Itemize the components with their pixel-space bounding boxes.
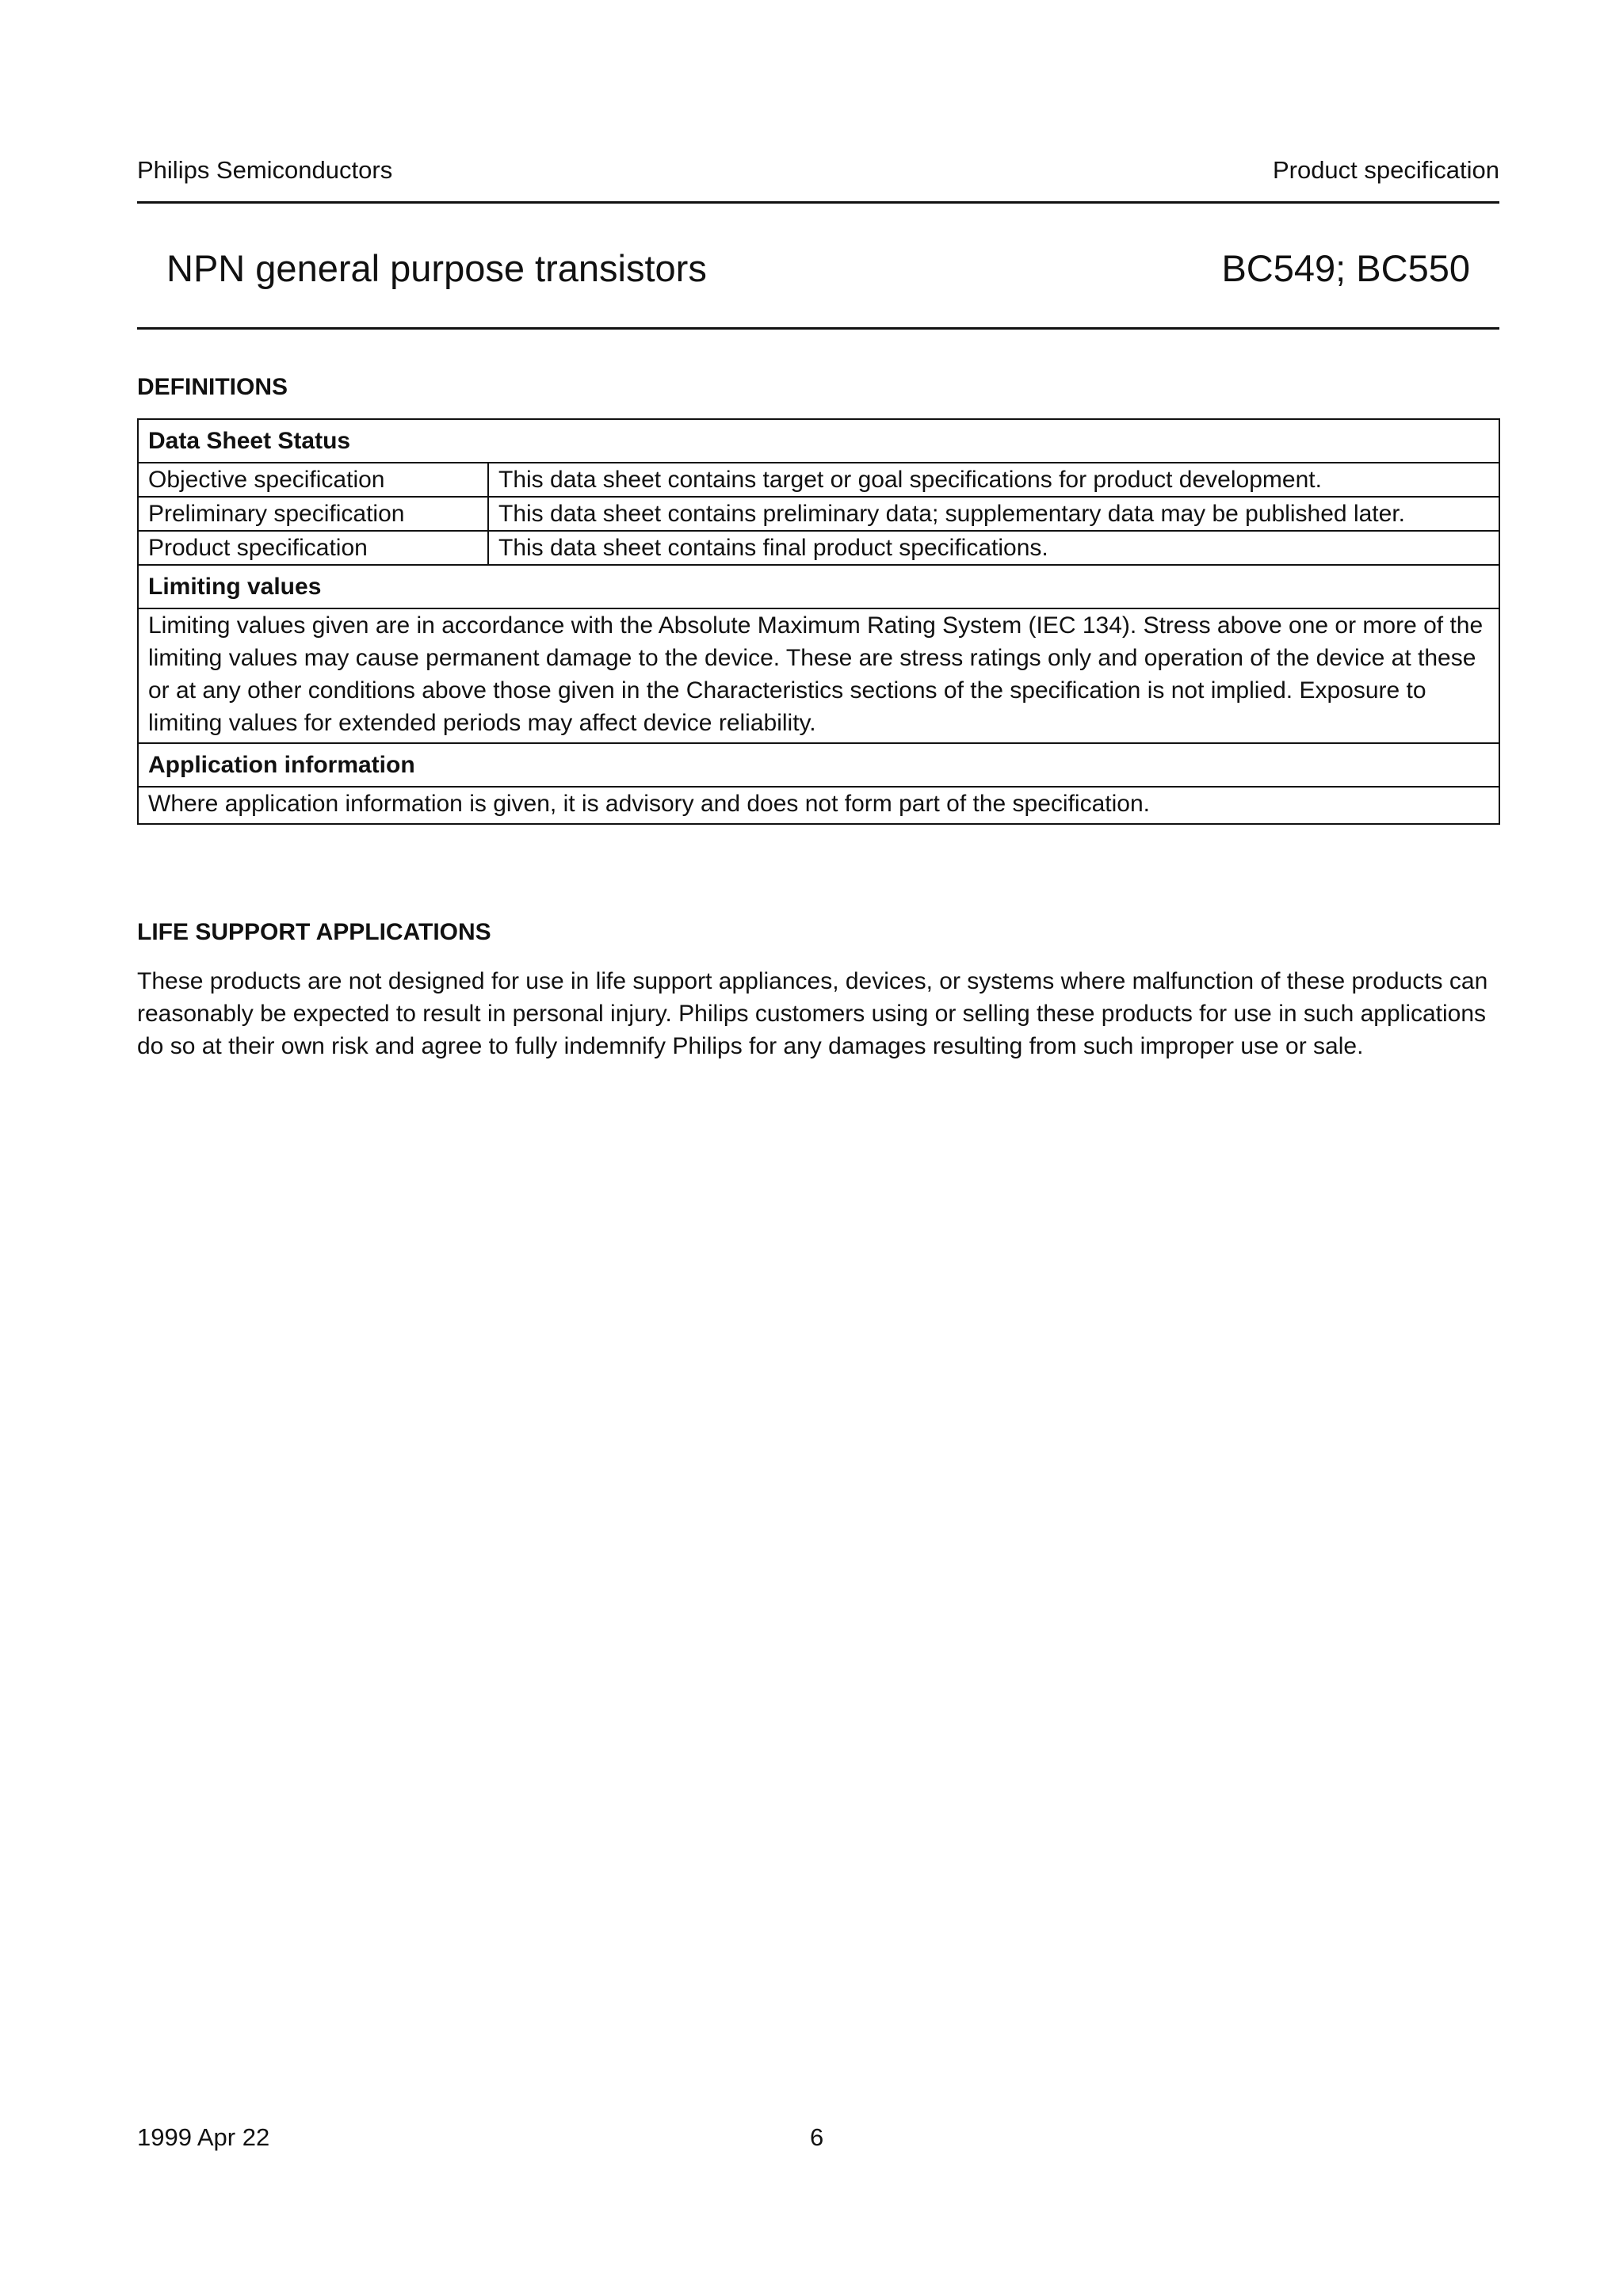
product-title: NPN general purpose transistors [166, 247, 707, 289]
limiting-values-heading: Limiting values [138, 565, 1499, 608]
limiting-values-text: Limiting values given are in accordance with the Absolute Maximum Rating System (IEC 134). Stress above one or more of the limiting values may cause permanent damage to the device. These are stress ratings only and operation of the device at these or at any other conditions above those given in the Characteristics sections of the specification is not implied. Exposure to limiting values for extended periods may affect device reliability. [138, 608, 1499, 743]
header-doc-type: Product specification [1272, 156, 1499, 184]
table-row [138, 743, 1499, 787]
application-information-text: Where application information is given, it is advisory and does not form part of the specification. [138, 787, 1499, 824]
title-rule [137, 327, 1499, 330]
status-description-cell: This data sheet contains preliminary data; supplementary data may be published later. [488, 497, 1499, 531]
table-row [138, 419, 1499, 463]
definitions-heading: DEFINITIONS [137, 374, 288, 400]
table-row [138, 463, 1499, 497]
life-support-heading: LIFE SUPPORT APPLICATIONS [137, 919, 491, 945]
status-cell: Product specification [138, 531, 488, 565]
table-row [138, 497, 1499, 531]
data-sheet-status-heading: Data Sheet Status [138, 419, 1499, 463]
header-company: Philips Semiconductors [137, 156, 393, 184]
status-cell: Preliminary specification [138, 497, 488, 531]
page-number: 6 [810, 2123, 824, 2151]
table-row [138, 787, 1499, 824]
status-description-cell: This data sheet contains target or goal specifications for product development. [488, 463, 1499, 497]
header-rule [137, 201, 1499, 204]
table-row [138, 608, 1499, 743]
definitions-table [137, 418, 1500, 825]
footer-date: 1999 Apr 22 [137, 2123, 270, 2151]
application-information-heading: Application information [138, 743, 1499, 787]
status-cell: Objective specification [138, 463, 488, 497]
part-numbers: BC549; BC550 [1221, 247, 1470, 289]
status-description-cell: This data sheet contains final product specifications. [488, 531, 1499, 565]
table-row [138, 531, 1499, 565]
table-row [138, 565, 1499, 608]
life-support-text: These products are not designed for use in life support appliances, devices, or systems where malfunction of these products can reasonably be expected to result in personal injury. Philips customers using or selling these products for use in such applications do so at their own risk and agree to fully indemnify Philips for any damages resulting from such improper use or sale. [137, 968, 1488, 1059]
